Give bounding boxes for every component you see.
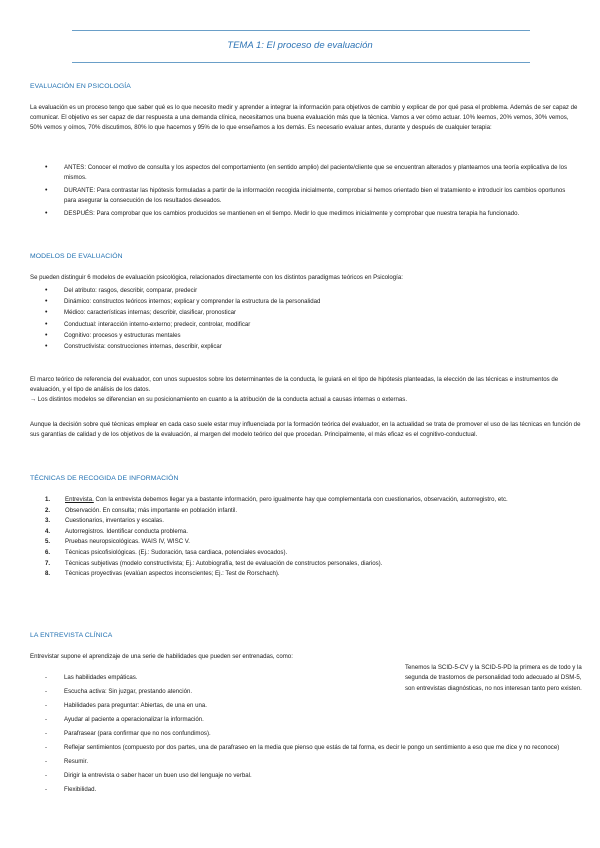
document-title: TEMA 1: El proceso de evaluación <box>227 40 373 51</box>
list-item: - Habilidades para preguntar: Abiertas, de una en una. <box>45 701 565 711</box>
list-item: - Escucha activa: Sin juzgar, prestando atención. <box>45 687 565 697</box>
section-entrevista-intro: Entrevistar supone el aprendizaje de una serie de habilidades que pueden ser entrenadas, como: <box>30 653 293 660</box>
phase-term: ANTES: <box>64 164 87 171</box>
section-modelos-intro: Se pueden distinguir 6 modelos de evaluación psicológica, relacionados directamente con los distintos paradigmas teóricos en Psicología: <box>30 274 403 281</box>
list-item: • Cognitivo: procesos y estructuras mentales <box>45 330 575 341</box>
section-heading-modelos: MODELOS DE EVALUACIÓN <box>30 253 123 260</box>
list-item <box>45 569 565 580</box>
arrow-note: → Los distintos modelos se diferencian en su posicionamiento en cuanto a la atribución de la conducta actual a causas internas o externas. <box>30 396 408 404</box>
list-item <box>45 163 575 184</box>
phase-text: Para comprobar que los cambios producidos se mantienen en el tiempo. Medir lo que medimos inicialmente y comprobar que nuestra terapia ha funcionado. <box>96 209 520 217</box>
list-item <box>45 516 565 527</box>
paragraph-text: El marco teórico de referencia del evaluador, con unos supuestos sobre los determinantes de la conducta, le guiará en el tipo de hipótesis planteadas, la elección de las técnicas e instrumentos de evaluación, y el tipo de análisis de los datos. <box>30 376 559 394</box>
item-number: 1. <box>45 496 51 503</box>
section-evaluacion-intro: La evaluación es un proceso tengo que saber qué es lo que necesito medir y aprender a integrar la información para objetivos de cambio y explicar de por qué pasa el problema. Además de ser capaz de comunicar. El objetivo es ser capaz de dar respuesta a una demanda clínica, necesitamos una buena evaluación más que la técnica. Vamos a ver cómo actuar. 10% leemos, 20% vemos, 30% vemos, 50% vemos y oímos, 70% discutimos, 80% lo que hacemos y 95% de lo que enseñamos a los demás. Es necesario evaluar antes, durante y después de cualquier terapia: <box>30 104 578 132</box>
list-item: - Las habilidades empáticas. <box>45 673 565 683</box>
list-item <box>45 537 565 548</box>
item-text: Observación. En consulta; más importante en población infantil. <box>65 506 238 514</box>
evaluation-phases-list <box>45 163 575 219</box>
list-item: - Parafrasear (para confirmar que no nos confundimos). <box>45 729 565 739</box>
item-text: Técnicas psicofisiológicas. (Ej.: Sudoración, tasa cardiaca, potenciales evocados). <box>65 548 288 556</box>
phase-text: Para contrastar las hipótesis formuladas a partir de la información recogida inicialmente, comprobar si hemos orientado bien el tratamiento e introducir los cambios oportunos para asegurar la consecución de los resultados deseados. <box>64 186 566 205</box>
paragraph-tecnicas-decision: Aunque la decisión sobre qué técnicas emplear en cada caso suele estar muy influenciada por la formación teórica del evaluador, en la actualidad se trata de promover el uso de las técnicas en función de sus garantías de calidad y de los objetivos de la evaluación, al margen del modelo teórico del que procedan. Principalmente, el más eficaz es el cognitivo-conductual. <box>30 421 581 439</box>
item-number: 2. <box>45 506 51 514</box>
list-item: • Dinámico: constructos teóricos internos; explicar y comprender la estructura de la personalidad <box>45 296 575 307</box>
item-text: Técnicas proyectivas (evalúan aspectos inconscientes; Ej.: Test de Rorschach). <box>65 570 280 578</box>
paragraph-marco-teorico <box>30 375 582 406</box>
item-text: Autorregistros. Identificar conducta problema. <box>65 527 188 535</box>
list-item <box>45 548 565 559</box>
item-number: 7. <box>45 559 51 567</box>
item-number: 6. <box>45 548 51 556</box>
item-text: Con la entrevista debemos llegar ya a bastante información, pero igualmente hay que complementarla con cuestionarios, observación, autorregistro, etc. <box>93 496 508 503</box>
list-item: - Reflejar sentimientos (compuesto por dos partes, una de parafraseo en la media que pienso que estás de tal forma, es decir le pongo un sentimiento a eso que me dice y no reconoce) <box>45 743 565 753</box>
list-item <box>45 559 565 570</box>
item-number: 3. <box>45 517 51 525</box>
item-text: Cuestionarios, inventarios y escalas. <box>65 517 164 525</box>
list-item <box>45 209 575 219</box>
title-top-rule <box>72 30 530 31</box>
list-item: • Médico: características internas; describir, clasificar, pronosticar <box>45 307 575 318</box>
item-number: 4. <box>45 527 51 535</box>
section-heading-tecnicas: TÉCNICAS DE RECOGIDA DE INFORMACIÓN <box>30 475 179 482</box>
list-item <box>45 527 565 538</box>
item-text: Técnicas subjetivas (modelo constructivista; Ej.: Autobiografía, test de evaluación de constructos personales, diarios). <box>65 559 383 567</box>
item-text: Pruebas neuropsicológicas. WAIS IV, WISC V. <box>65 538 190 546</box>
item-lead: Entrevista. <box>65 496 94 503</box>
list-item: • Conductual: interacción interno-externo; predecir, controlar, modificar <box>45 319 575 330</box>
list-item: - Resumir. <box>45 757 565 767</box>
list-item <box>45 495 565 506</box>
list-item: - Ayudar al paciente a operacionalizar la información. <box>45 715 384 725</box>
item-number: 8. <box>45 570 51 578</box>
title-bottom-rule <box>72 62 530 63</box>
phase-text: Conocer el motivo de consulta y los aspectos del comportamiento (en sentido amplio) del paciente/cliente que se encuentran alterados y plantearnos una teoría explicativa de los mismos. <box>64 164 568 182</box>
section-heading-entrevista: LA ENTREVISTA CLÍNICA <box>30 632 113 639</box>
list-item: - Dirigir la entrevista o saber hacer un buen uso del lenguaje no verbal. <box>45 771 565 781</box>
techniques-list <box>45 495 565 580</box>
list-item: - Flexibilidad. <box>45 785 565 795</box>
side-note-scid: Tenemos la SCID-5-CV y la SCID-5-PD la primera es de todo y la segunda de trastornos de personalidad todo adecuado al DSM-5, son entrevistas diagnósticas, no nos interesan tanto pero existen. <box>405 664 582 692</box>
models-list <box>45 285 575 352</box>
list-item: • Del atributo: rasgos, describir, comparar, predecir <box>45 285 575 296</box>
phase-term: DESPUÉS: <box>64 209 95 217</box>
section-heading-evaluacion: EVALUACIÓN EN PSICOLOGÍA <box>30 83 131 90</box>
phase-term: DURANTE: <box>64 186 96 194</box>
list-item <box>45 186 575 207</box>
list-item <box>45 506 565 517</box>
list-item: • Constructivista: construcciones internas, describir, explicar <box>45 341 575 352</box>
item-number: 5. <box>45 538 51 546</box>
